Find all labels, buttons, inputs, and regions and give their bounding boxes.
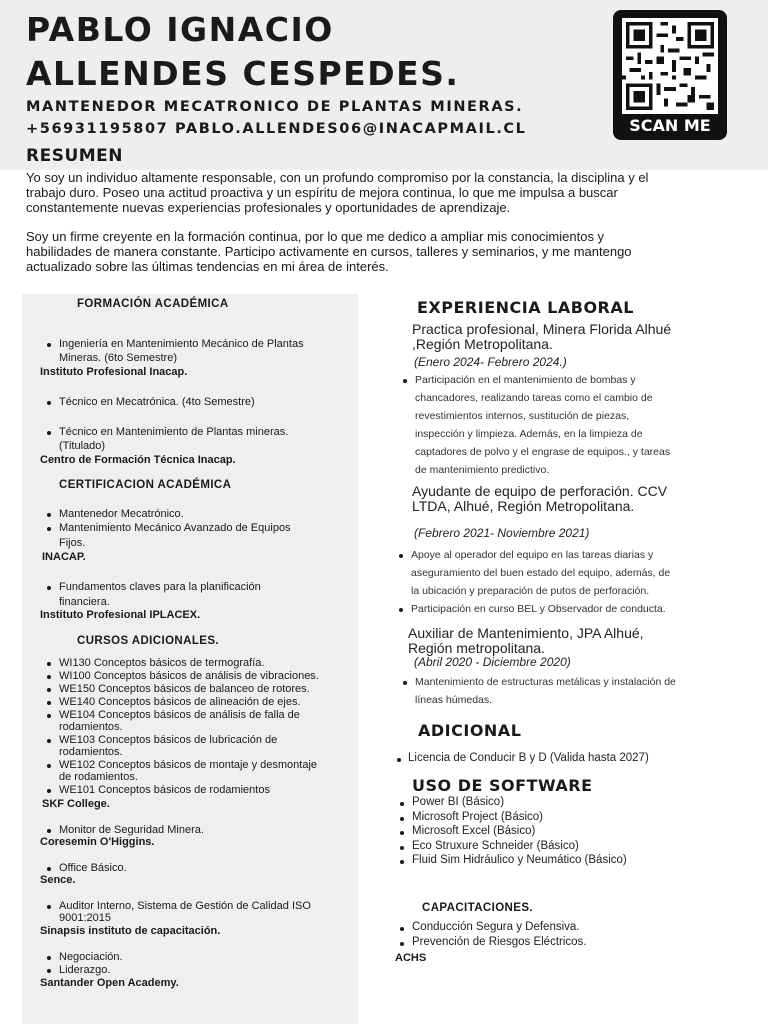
bullet-icon	[403, 379, 407, 383]
bullet-icon	[47, 905, 51, 909]
job-1-title-cont: ,Región Metropolitana.	[412, 336, 553, 352]
cursos-institution-sinapsis: Sinapsis instituto de capacitación.	[40, 925, 221, 937]
curso-item: WI130 Conceptos básicos de termografía.	[59, 657, 265, 669]
job-1-desc-line: chancadores, realizando tareas como el cambio de	[415, 392, 653, 404]
certificacion-item-3-cont: financiera.	[59, 596, 110, 608]
bullet-icon	[47, 527, 51, 531]
resumen-p2-line: habilidades de manera constante. Participo activamente en cursos, talleres y seminarios, y me mantengo	[26, 244, 632, 259]
cursos-title: CURSOS ADICIONALES.	[77, 635, 219, 647]
curso-item: WE104 Conceptos básicos de análisis de falla de	[59, 709, 300, 721]
bullet-icon	[47, 343, 51, 347]
bullet-icon	[47, 969, 51, 973]
formacion-institution-2: Centro de Formación Técnica Inacap.	[40, 454, 236, 466]
job-2-desc-line: Participación en curso BEL y Observador de conducta.	[411, 603, 666, 615]
bullet-icon	[47, 867, 51, 871]
bullet-icon	[47, 701, 51, 705]
job-2-desc-line: la ubicación y preparación de putos de perforación.	[411, 585, 650, 597]
job-1-title: Practica profesional, Minera Florida Alhué	[412, 321, 672, 337]
certificacion-item-2-cont: Fijos.	[59, 537, 86, 549]
bullet-icon	[399, 554, 403, 558]
formacion-item-3-cont: (Titulado)	[59, 440, 106, 452]
bullet-icon	[400, 860, 404, 864]
curso-item: Liderazgo.	[59, 964, 111, 976]
resumen-paragraph-2	[26, 229, 716, 274]
curso-item: WE102 Conceptos básicos de montaje y desmontaje	[59, 759, 318, 771]
resumen-paragraph-1	[26, 170, 716, 215]
formacion-item-3: Técnico en Mantenimiento de Plantas mineras.	[59, 426, 289, 438]
bullet-icon	[400, 942, 404, 946]
bullet-icon	[47, 829, 51, 833]
formacion-item-1-cont: Mineras. (6to Semestre)	[59, 352, 177, 364]
bullet-icon	[47, 431, 51, 435]
curso-item-cont: 9001:2015	[59, 912, 111, 924]
formacion-institution-1: Instituto Profesional Inacap.	[40, 366, 188, 378]
job-title: MANTENEDOR MECATRONICO DE PLANTAS MINERAS.	[26, 99, 524, 115]
bullet-icon	[400, 846, 404, 850]
bullet-icon	[397, 758, 401, 762]
cursos-institution-coresemin: Coresemin O'Higgins.	[40, 836, 155, 848]
certificacion-item-3: Fundamentos claves para la planificación	[59, 581, 261, 593]
name-line-1: PABLO IGNACIO	[26, 10, 334, 49]
qr-label: SCAN ME	[629, 116, 711, 135]
capacitaciones-item: Conducción Segura y Defensiva.	[412, 921, 580, 933]
software-title: USO DE SOFTWARE	[412, 776, 593, 795]
job-3-title: Auxiliar de Mantenimiento, JPA Alhué,	[408, 625, 644, 641]
software-item: Microsoft Project (Básico)	[412, 811, 544, 823]
bullet-icon	[47, 401, 51, 405]
certificacion-institution-2: Instituto Profesional IPLACEX.	[40, 609, 201, 621]
job-2-title-cont: LTDA, Alhué, Región Metropolitana.	[412, 498, 635, 514]
software-item: Eco Struxure Schneider (Básico)	[412, 840, 579, 852]
job-1-date: (Enero 2024- Febrero 2024.)	[414, 355, 567, 369]
bullet-icon	[47, 586, 51, 590]
bullet-icon	[47, 714, 51, 718]
capacitaciones-item: Prevención de Riesgos Eléctricos.	[412, 936, 587, 948]
job-3-date: (Abril 2020 - Diciembre 2020)	[414, 655, 571, 669]
curso-item: WI100 Conceptos básicos de análisis de vibraciones.	[59, 670, 319, 682]
bullet-icon	[47, 675, 51, 679]
resumen-p1-line: trabajo duro. Poseo una actitud proactiva y un espíritu de mejora continua, lo que me impulsa a buscar	[26, 185, 618, 200]
adicional-title: ADICIONAL	[418, 721, 522, 740]
resumen-p1-line: Yo soy un individuo altamente responsable, con un profundo compromiso por la constancia, la disciplina y el	[26, 170, 649, 185]
job-1-desc-line: Participación en el mantenimiento de bombas y	[415, 374, 636, 386]
bullet-icon	[47, 513, 51, 517]
bullet-icon	[403, 681, 407, 685]
bullet-icon	[47, 764, 51, 768]
curso-item: WE101 Conceptos básicos de rodamientos	[59, 784, 270, 796]
curso-item: Negociación.	[59, 951, 123, 963]
bullet-icon	[400, 831, 404, 835]
bullet-icon	[47, 662, 51, 666]
curso-item: WE103 Conceptos básicos de lubricación de	[59, 734, 278, 746]
job-1-desc-line: revestimientos internos, sustitución de piezas,	[415, 410, 630, 422]
contact-line: +56931195807 PABLO.ALLENDES06@INACAPMAIL.CL	[26, 121, 527, 137]
bullet-icon	[47, 956, 51, 960]
name-line-2: ALLENDES CESPEDES.	[26, 54, 460, 93]
bullet-icon	[47, 739, 51, 743]
curso-item-cont: rodamientos.	[59, 746, 123, 758]
job-3-title-cont: Región metropolitana.	[408, 640, 545, 656]
qr-code[interactable]	[613, 10, 727, 140]
curso-item-cont: rodamientos.	[59, 721, 123, 733]
bullet-icon	[399, 608, 403, 612]
certificacion-item-1: Mantenedor Mecatrónico.	[59, 508, 184, 520]
job-3-desc-line: Mantenimiento de estructuras metálicas y instalación de	[415, 676, 676, 688]
resumen-title: RESUMEN	[26, 146, 124, 166]
cursos-institution-santander: Santander Open Academy.	[40, 977, 179, 989]
curso-item: WE150 Conceptos básicos de balanceo de rotores.	[59, 683, 310, 695]
adicional-item: Licencia de Conducir B y D (Valida hasta 2027)	[408, 752, 649, 764]
software-item: Microsoft Excel (Básico)	[412, 825, 536, 837]
curso-item-cont: de rodamientos.	[59, 771, 138, 783]
capacitaciones-title: CAPACITACIONES.	[422, 902, 533, 914]
formacion-item-2: Técnico en Mecatrónica. (4to Semestre)	[59, 396, 255, 408]
curso-item: Auditor Interno, Sistema de Gestión de Calidad ISO	[59, 900, 311, 912]
qr-pattern	[622, 18, 718, 114]
resumen-p2-line: Soy un firme creyente en la formación continua, por lo que me dedico a ampliar mis conocimientos y	[26, 229, 605, 244]
bullet-icon	[400, 927, 404, 931]
curso-item: Office Básico.	[59, 862, 127, 874]
certificacion-title: CERTIFICACION ACADÉMICA	[59, 479, 232, 491]
cursos-institution-skf: SKF College.	[42, 798, 110, 810]
software-item: Power BI (Básico)	[412, 796, 505, 808]
job-1-desc-line: captadores de polvo y el engrase de equipos., y tareas	[415, 446, 671, 458]
certificacion-institution-1: INACAP.	[42, 551, 86, 563]
curso-item: WE140 Conceptos básicos de alineación de ejes.	[59, 696, 301, 708]
bullet-icon	[400, 802, 404, 806]
experiencia-title: EXPERIENCIA LABORAL	[417, 298, 634, 317]
bullet-icon	[400, 817, 404, 821]
curso-item: Monitor de Seguridad Minera.	[59, 824, 204, 836]
bullet-icon	[47, 789, 51, 793]
capacitaciones-institution: ACHS	[395, 952, 427, 964]
job-2-title: Ayudante de equipo de perforación. CCV	[412, 483, 668, 499]
job-1-desc-line: inspección y limpieza. Además, en la limpieza de	[415, 428, 643, 440]
job-2-date: (Febrero 2021- Noviembre 2021)	[414, 526, 590, 540]
resumen-p2-line: actualizado sobre las últimas tendencias en mi área de interés.	[26, 259, 389, 274]
job-1-desc-line: de mantenimiento predictivo.	[415, 464, 550, 476]
job-2-desc-line: aseguramiento del buen estado del equipo, además, de	[411, 567, 671, 579]
job-3-desc-line: líneas húmedas.	[415, 694, 493, 706]
formacion-title: FORMACIÓN ACADÉMICA	[77, 298, 229, 310]
job-2-desc-line: Apoye al operador del equipo en las tareas diarias y	[411, 549, 654, 561]
resumen-p1-line: constantemente nuevas experiencias profesionales y oportunidades de aprendizaje.	[26, 200, 511, 215]
bullet-icon	[47, 688, 51, 692]
software-item: Fluid Sim Hidráulico y Neumático (Básico)	[412, 854, 627, 866]
formacion-item-1: Ingeniería en Mantenimiento Mecánico de Plantas	[59, 338, 304, 350]
certificacion-item-2: Mantenimiento Mecánico Avanzado de Equipos	[59, 522, 291, 534]
cursos-institution-sence: Sence.	[40, 874, 76, 886]
